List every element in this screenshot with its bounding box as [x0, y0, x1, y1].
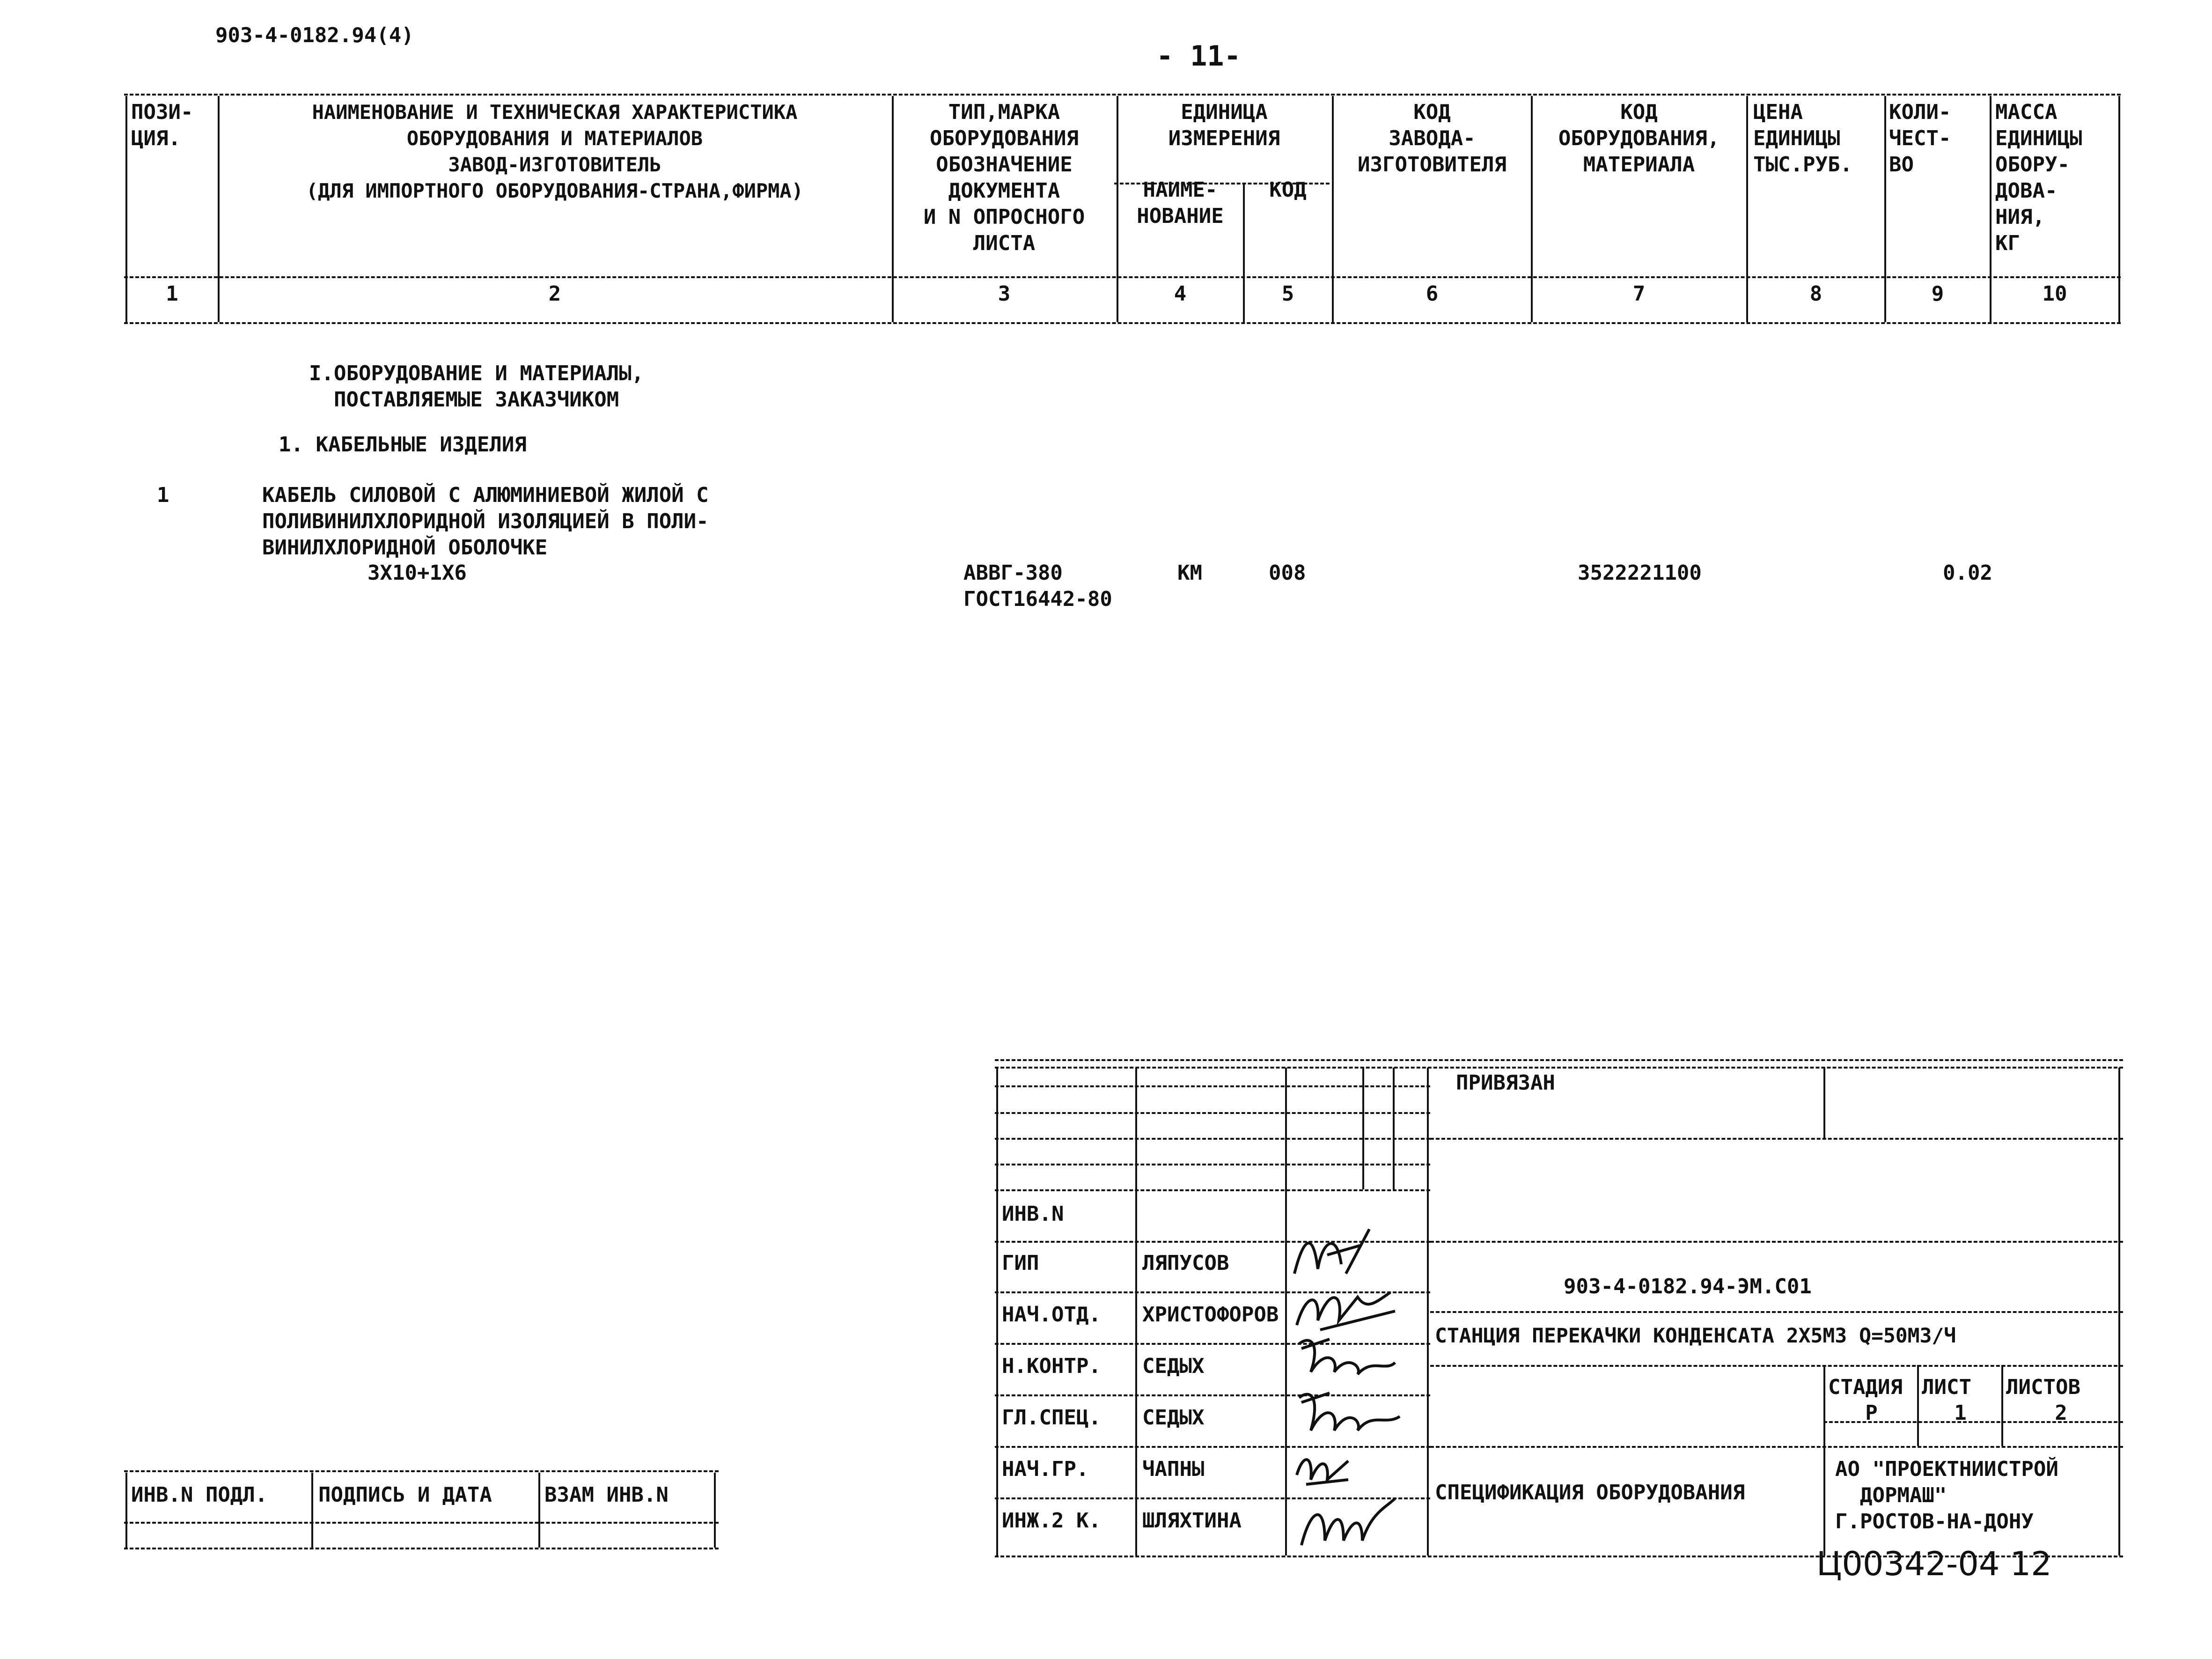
signature-nach-otd [1292, 1283, 1400, 1335]
col-number-10: 10 [2042, 282, 2067, 306]
label-podpis-data: ПОДПИСЬ И ДАТА [318, 1483, 492, 1507]
header-mass: МАССА ЕДИНИЦЫ ОБОРУ- ДОВА- НИЯ, КГ [1995, 100, 2082, 255]
subsection-title: 1. КАБЕЛЬНЫЕ ИЗДЕЛИЯ [279, 433, 527, 457]
value-sheets: 2 [2055, 1401, 2067, 1425]
col-number-5: 5 [1281, 282, 1294, 306]
signature-nach-gr [1292, 1447, 1358, 1489]
label-inv-no: ИНВ.N [1002, 1202, 1064, 1226]
label-vzam-inv: ВЗАМ ИНВ.N [544, 1483, 669, 1507]
name-nach-otd: ХРИСТОФОРОВ [1142, 1303, 1279, 1327]
label-stage: СТАДИЯ [1828, 1375, 1903, 1399]
doc-designation: 903-4-0182.94-ЭМ.С01 [1564, 1275, 1812, 1298]
header-name: НАИМЕНОВАНИЕ И ТЕХНИЧЕСКАЯ ХАРАКТЕРИСТИКА ОБОРУДОВАНИЯ И МАТЕРИАЛОВ ЗАВОД-ИЗГОТОВИТЕЛЬ (ДЛЯ ИМПОРТНОГО ОБОРУДОВАНИЯ-СТРАНА,ФИРМА) [306, 101, 804, 202]
header-position: ПОЗИ- ЦИЯ. [131, 100, 193, 150]
header-quantity: КОЛИ- ЧЕСТ- ВО [1889, 100, 1951, 177]
item-name: КАБЕЛЬ СИЛОВОЙ С АЛЮМИНИЕВОЙ ЖИЛОЙ С ПОЛИВИНИЛХЛОРИДНОЙ ИЗОЛЯЦИЕЙ В ПОЛИ- ВИНИЛХЛОРИДНОЙ ОБОЛОЧКЕ [262, 483, 709, 560]
name-nach-gr: ЧАПНЫ [1142, 1457, 1205, 1481]
organization: АО "ПРОЕКТНИИСТРОЙ ДОРМАШ" Г.РОСТОВ-НА-ДОНУ [1835, 1457, 2058, 1534]
item-unit: КМ [1177, 561, 1202, 585]
label-inv-podl: ИНВ.N ПОДЛ. [131, 1483, 268, 1507]
role-gip: ГИП [1002, 1251, 1039, 1275]
col-number-8: 8 [1809, 282, 1823, 306]
col-number-9: 9 [1931, 282, 1944, 306]
col-number-7: 7 [1632, 282, 1646, 306]
header-unit-name: НАИМЕ- НОВАНИЕ [1137, 178, 1224, 228]
name-inzh: ШЛЯХТИНА [1142, 1509, 1242, 1533]
label-sheets: ЛИСТОВ [2006, 1375, 2080, 1399]
name-gl-spec: СЕДЫХ [1142, 1406, 1205, 1430]
doc-title: СПЕЦИФИКАЦИЯ ОБОРУДОВАНИЯ [1435, 1481, 1745, 1504]
signature-gip [1290, 1227, 1374, 1288]
label-sheet: ЛИСТ [1922, 1375, 1971, 1399]
signature-n-kontr [1292, 1330, 1400, 1381]
section-title: I.ОБОРУДОВАНИЕ И МАТЕРИАЛЫ, ПОСТАВЛЯЕМЫЕ ЗАКАЗЧИКОМ [309, 361, 644, 412]
role-nach-otd: НАЧ.ОТД. [1002, 1303, 1101, 1327]
archive-code: Ц00342-04 12 [1816, 1545, 2052, 1583]
item-material-code: 3522221100 [1578, 561, 1702, 585]
name-gip: ЛЯПУСОВ [1142, 1251, 1229, 1275]
role-gl-spec: ГЛ.СПЕЦ. [1002, 1406, 1101, 1430]
role-n-kontr: Н.КОНТР. [1002, 1354, 1101, 1378]
label-privyazan: ПРИВЯЗАН [1456, 1071, 1555, 1095]
item-type: АВВГ-380 ГОСТ16442-80 [963, 561, 1112, 611]
value-stage: Р [1865, 1401, 1878, 1425]
header-type: ТИП,МАРКА ОБОРУДОВАНИЯ ОБОЗНАЧЕНИЕ ДОКУМЕНТА И N ОПРОСНОГО ЛИСТА [923, 100, 1085, 255]
col-number-3: 3 [998, 282, 1011, 306]
role-inzh: ИНЖ.2 К. [1002, 1509, 1101, 1533]
page-number: - 11- [1156, 40, 1241, 73]
col-number-4: 4 [1174, 282, 1187, 306]
signature-gl-spec [1292, 1384, 1404, 1440]
header-unit-code: КОД [1269, 178, 1307, 202]
col-number-1: 1 [166, 282, 178, 306]
col-number-6: 6 [1426, 282, 1439, 306]
document-code: 903-4-0182.94(4) [215, 23, 414, 47]
signature-inzh [1297, 1494, 1400, 1555]
header-factory-code: КОД ЗАВОДА- ИЗГОТОВИТЕЛЯ [1358, 100, 1507, 177]
header-material-code: КОД ОБОРУДОВАНИЯ, МАТЕРИАЛА [1558, 100, 1720, 177]
header-price: ЦЕНА ЕДИНИЦЫ ТЫС.РУБ. [1753, 100, 1852, 177]
col-number-2: 2 [548, 282, 561, 306]
value-sheet: 1 [1954, 1401, 1967, 1425]
item-mass: 0.02 [1943, 561, 1992, 585]
item-unit-code: 008 [1269, 561, 1306, 585]
role-nach-gr: НАЧ.ГР. [1002, 1457, 1089, 1481]
item-size: 3Х10+1Х6 [367, 561, 467, 585]
item-position: 1 [157, 483, 169, 507]
project-title: СТАНЦИЯ ПЕРЕКАЧКИ КОНДЕНСАТА 2Х5М3 Q=50М3/Ч [1435, 1324, 1956, 1348]
name-n-kontr: СЕДЫХ [1142, 1354, 1205, 1378]
header-unit: ЕДИНИЦА ИЗМЕРЕНИЯ [1168, 100, 1280, 150]
